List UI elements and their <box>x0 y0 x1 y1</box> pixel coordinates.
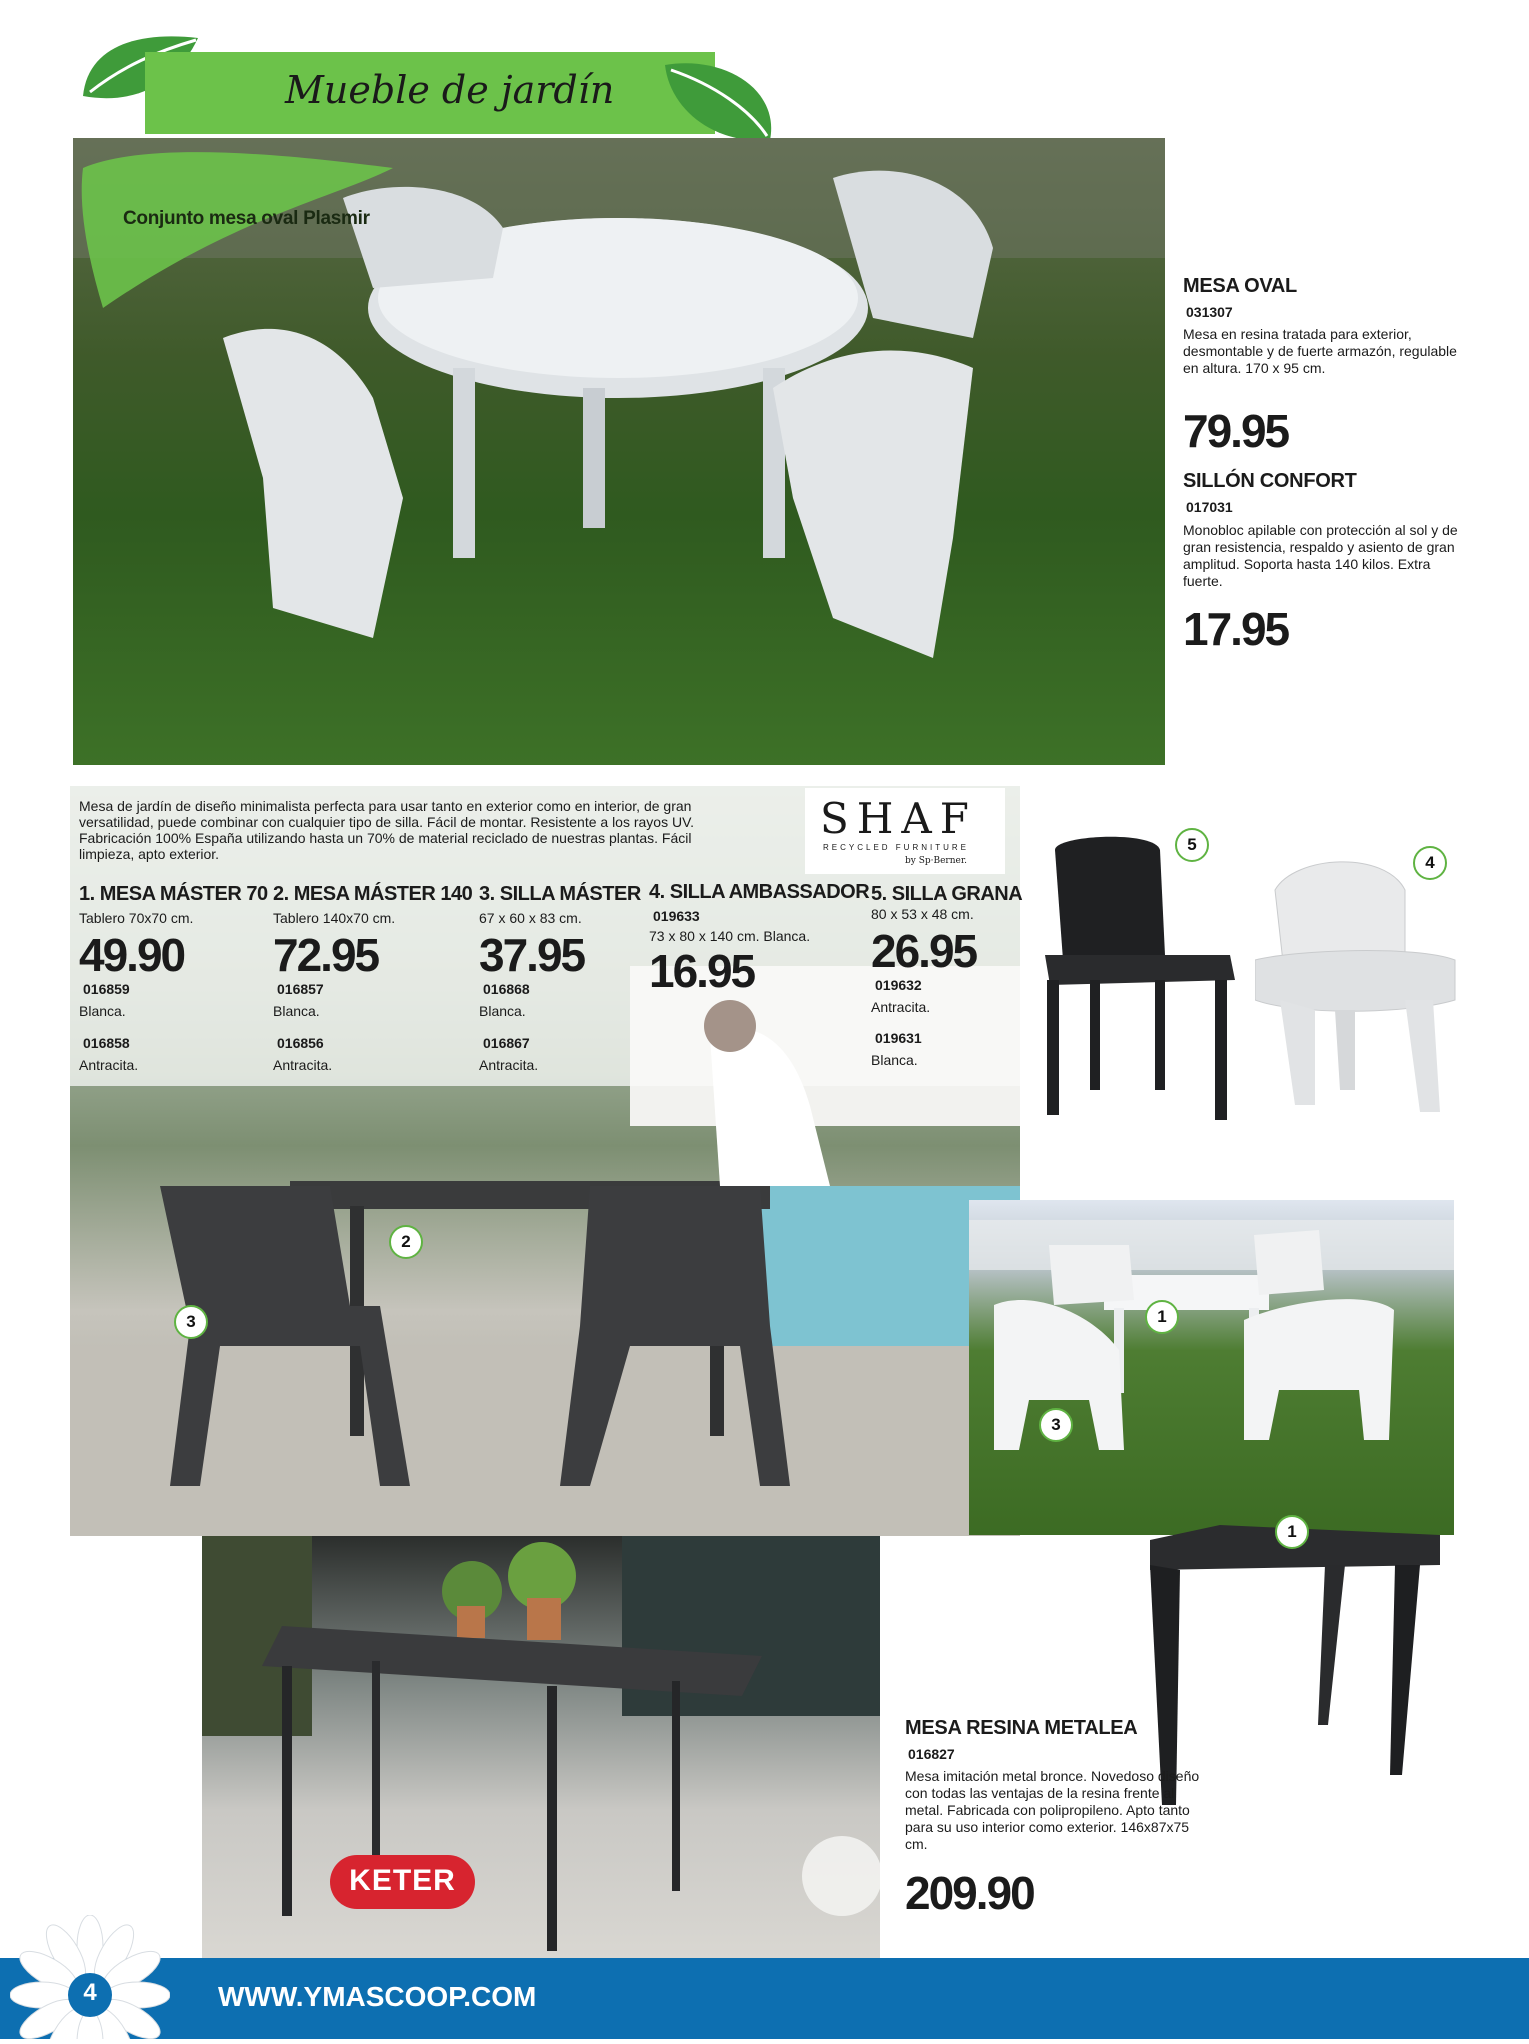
shaf-item-5-price: 26.95 <box>871 925 977 977</box>
metalea-description: Mesa imitación metal bronce. Novedoso diseño con todas las ventajas de la resina frente al metal. Fabricada con polipropileno. Apto tanto para su uso interior como exterior. 146x87x75 cm. <box>905 1768 1200 1852</box>
shaf-item-3-code2: 016867 <box>483 1035 530 1051</box>
shaf-logo-by: by Sp·Berner. <box>905 856 968 866</box>
shaf-item-4-code: 019633 <box>653 908 700 924</box>
badge-3-set: 3 <box>1039 1408 1073 1442</box>
shaf-item-5-code1: 019632 <box>875 977 922 993</box>
shaf-item-2-title: 2. MESA MÁSTER 140 <box>273 883 473 905</box>
shaf-item-3-size: 67 x 60 x 83 cm. <box>479 910 582 926</box>
mesa-oval-name: MESA OVAL <box>1183 275 1297 297</box>
badge-4: 4 <box>1413 846 1447 880</box>
shaf-logo-sub: RECYCLED FURNITURE <box>823 843 970 852</box>
badge-3: 3 <box>174 1305 208 1339</box>
shaf-item-2-price: 72.95 <box>273 929 379 981</box>
shaf-item-3-code1: 016868 <box>483 981 530 997</box>
shaf-intro: Mesa de jardín de diseño minimalista perfecta para usar tanto en exterior como en interior, de gran versatilidad, puede combinar con cualquier tipo de silla. Fácil de montar. Resistente a los rayos UV. Fabricación 100% España utilizando hasta un 70% de material reciclado de nuestras plantas. Fácil limpieza, apto exterior. <box>79 798 695 862</box>
shaf-item-1-code2: 016858 <box>83 1035 130 1051</box>
badge-1-table: 1 <box>1275 1515 1309 1549</box>
footer-url[interactable]: WWW.YMASCOOP.COM <box>218 1981 537 2012</box>
shaf-item-2-color1: Blanca. <box>273 1003 320 1019</box>
hero-label: Conjunto mesa oval Plasmir <box>123 208 370 229</box>
metalea-price: 209.90 <box>905 1867 1034 1919</box>
page-title: Mueble de jardín <box>285 68 615 112</box>
metalea-name: MESA RESINA METALEA <box>905 1717 1138 1739</box>
hero-photo <box>73 138 1165 765</box>
shaf-item-5-size: 80 x 53 x 48 cm. <box>871 906 974 922</box>
badge-5: 5 <box>1175 828 1209 862</box>
white-set-photo <box>969 1200 1454 1535</box>
metalea-code: 016827 <box>908 1746 955 1762</box>
shaf-item-1-color2: Antracita. <box>79 1057 139 1073</box>
shaf-item-1-color1: Blanca. <box>79 1003 126 1019</box>
chair-ambassador-image <box>1255 850 1460 1120</box>
shaf-item-3-color1: Blanca. <box>479 1003 526 1019</box>
keter-logo-text: KETER <box>349 1864 456 1897</box>
shaf-item-5-title: 5. SILLA GRANA <box>871 883 1023 905</box>
shaf-item-1-code1: 016859 <box>83 981 130 997</box>
shaf-item-4-size: 73 x 80 x 140 cm. Blanca. <box>649 928 811 944</box>
shaf-item-3-title: 3. SILLA MÁSTER <box>479 883 641 905</box>
shaf-item-5-color1: Antracita. <box>871 999 931 1015</box>
sillon-confort-description: Monobloc apilable con protección al sol y de gran resistencia, respaldo y asiento de gran amplitud. Soporta hasta 140 kilos. Extra fuerte. <box>1183 522 1458 589</box>
header-leaf-right <box>655 50 780 145</box>
shaf-item-3-price: 37.95 <box>479 929 585 981</box>
shaf-item-1-size: Tablero 70x70 cm. <box>79 910 194 926</box>
sillon-confort-price: 17.95 <box>1183 603 1289 655</box>
keter-logo <box>330 1855 475 1909</box>
sillon-confort-name: SILLÓN CONFORT <box>1183 470 1357 492</box>
shaf-item-5-color2: Blanca. <box>871 1052 918 1068</box>
mesa-oval-code: 031307 <box>1186 304 1233 320</box>
shaf-item-1-title: 1. MESA MÁSTER 70 <box>79 883 268 905</box>
badge-1-set: 1 <box>1145 1300 1179 1334</box>
daisy-icon <box>10 1915 170 2039</box>
sillon-confort-code: 017031 <box>1186 499 1233 515</box>
shaf-item-4-price: 16.95 <box>649 945 755 997</box>
shaf-logo <box>805 788 1005 874</box>
shaf-item-2-size: Tablero 140x70 cm. <box>273 910 396 926</box>
shaf-item-5-code2: 019631 <box>875 1030 922 1046</box>
shaf-logo-text: SHAF <box>820 794 977 843</box>
keter-photo <box>202 1536 880 1958</box>
shaf-item-1-price: 49.90 <box>79 929 185 981</box>
shaf-item-2-code2: 016856 <box>277 1035 324 1051</box>
mesa-oval-price: 79.95 <box>1183 405 1289 457</box>
shaf-item-4-title: 4. SILLA AMBASSADOR <box>649 881 870 903</box>
shaf-item-3-color2: Antracita. <box>479 1057 539 1073</box>
chair-grana-image <box>1035 830 1240 1125</box>
shaf-item-2-color2: Antracita. <box>273 1057 333 1073</box>
shaf-item-2-code1: 016857 <box>277 981 324 997</box>
page-number: 4 <box>83 1979 97 2006</box>
mesa-oval-description: Mesa en resina tratada para exterior, desmontable y de fuerte armazón, regulable en altura. 170 x 95 cm. <box>1183 326 1457 376</box>
badge-2: 2 <box>389 1225 423 1259</box>
